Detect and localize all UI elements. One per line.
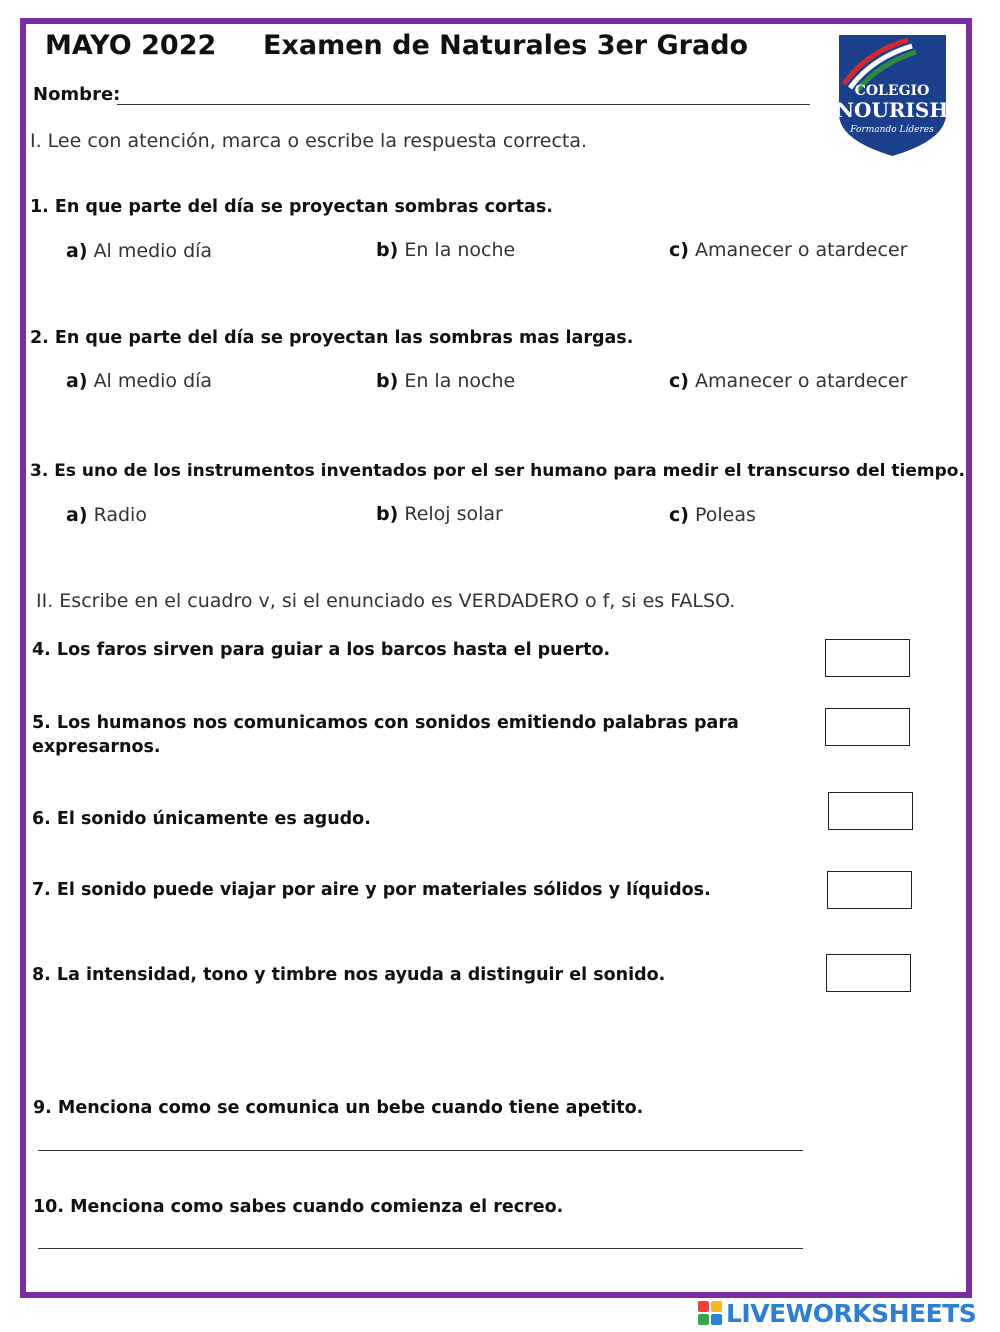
question-2: 2. En que parte del día se proyectan las sombras mas largas. bbox=[30, 328, 634, 348]
statement-5-continued: expresarnos. bbox=[32, 737, 161, 757]
section1-instruction: I. Lee con atención, marca o escribe la respuesta correcta. bbox=[30, 130, 588, 152]
liveworksheets-icon bbox=[698, 1301, 722, 1325]
name-label: Nombre: bbox=[33, 84, 121, 105]
statement-5-answer-box[interactable] bbox=[825, 708, 910, 746]
statement-6: 6. El sonido únicamente es agudo. bbox=[32, 809, 371, 829]
statement-7-answer-box[interactable] bbox=[827, 871, 912, 909]
page-title: Examen de Naturales 3er Grado bbox=[263, 30, 749, 61]
statement-5: 5. Los humanos nos comunicamos con sonidos emitiendo palabras para bbox=[32, 713, 739, 733]
q3-option-a[interactable]: a) Radio bbox=[66, 504, 147, 526]
question-10: 10. Menciona como sabes cuando comienza el recreo. bbox=[33, 1197, 564, 1217]
question-9: 9. Menciona como se comunica un bebe cuando tiene apetito. bbox=[33, 1098, 644, 1118]
statement-6-answer-box[interactable] bbox=[828, 792, 913, 830]
statement-4-answer-box[interactable] bbox=[825, 639, 910, 677]
q2-option-c[interactable]: c) Amanecer o atardecer bbox=[669, 370, 908, 392]
statement-4: 4. Los faros sirven para guiar a los barcos hasta el puerto. bbox=[32, 640, 611, 660]
logo-line1: COLEGIO bbox=[854, 83, 930, 99]
name-input-line[interactable] bbox=[117, 104, 810, 105]
q3-option-b[interactable]: b) Reloj solar bbox=[376, 503, 503, 525]
question-10-answer-line[interactable] bbox=[38, 1248, 803, 1249]
q1-option-a[interactable]: a) Al medio día bbox=[66, 240, 213, 262]
statement-7: 7. El sonido puede viajar por aire y por materiales sólidos y líquidos. bbox=[32, 880, 711, 900]
section2-instruction: II. Escribe en el cuadro v, si el enunciado es VERDADERO o f, si es FALSO. bbox=[36, 590, 736, 612]
question-9-answer-line[interactable] bbox=[38, 1150, 803, 1151]
q1-option-c[interactable]: c) Amanecer o atardecer bbox=[669, 239, 908, 261]
statement-8: 8. La intensidad, tono y timbre nos ayuda a distinguir el sonido. bbox=[32, 965, 666, 985]
q1-option-b[interactable]: b) En la noche bbox=[376, 239, 516, 261]
school-logo bbox=[836, 32, 949, 158]
q3-option-c[interactable]: c) Poleas bbox=[669, 504, 756, 526]
q2-option-a[interactable]: a) Al medio día bbox=[66, 370, 213, 392]
question-1: 1. En que parte del día se proyectan sombras cortas. bbox=[30, 197, 553, 217]
logo-line2: NOURISH bbox=[836, 98, 949, 122]
liveworksheets-logo bbox=[698, 1300, 976, 1326]
exam-date: MAYO 2022 bbox=[45, 30, 217, 61]
question-3: 3. Es uno de los instrumentos inventados por el ser humano para medir el transcurso del tiempo. bbox=[30, 461, 965, 481]
liveworksheets-brand: LIVEWORKSHEETS bbox=[726, 1298, 977, 1328]
q2-option-b[interactable]: b) En la noche bbox=[376, 370, 516, 392]
logo-line3: Formando Líderes bbox=[850, 125, 934, 135]
statement-8-answer-box[interactable] bbox=[826, 954, 911, 992]
